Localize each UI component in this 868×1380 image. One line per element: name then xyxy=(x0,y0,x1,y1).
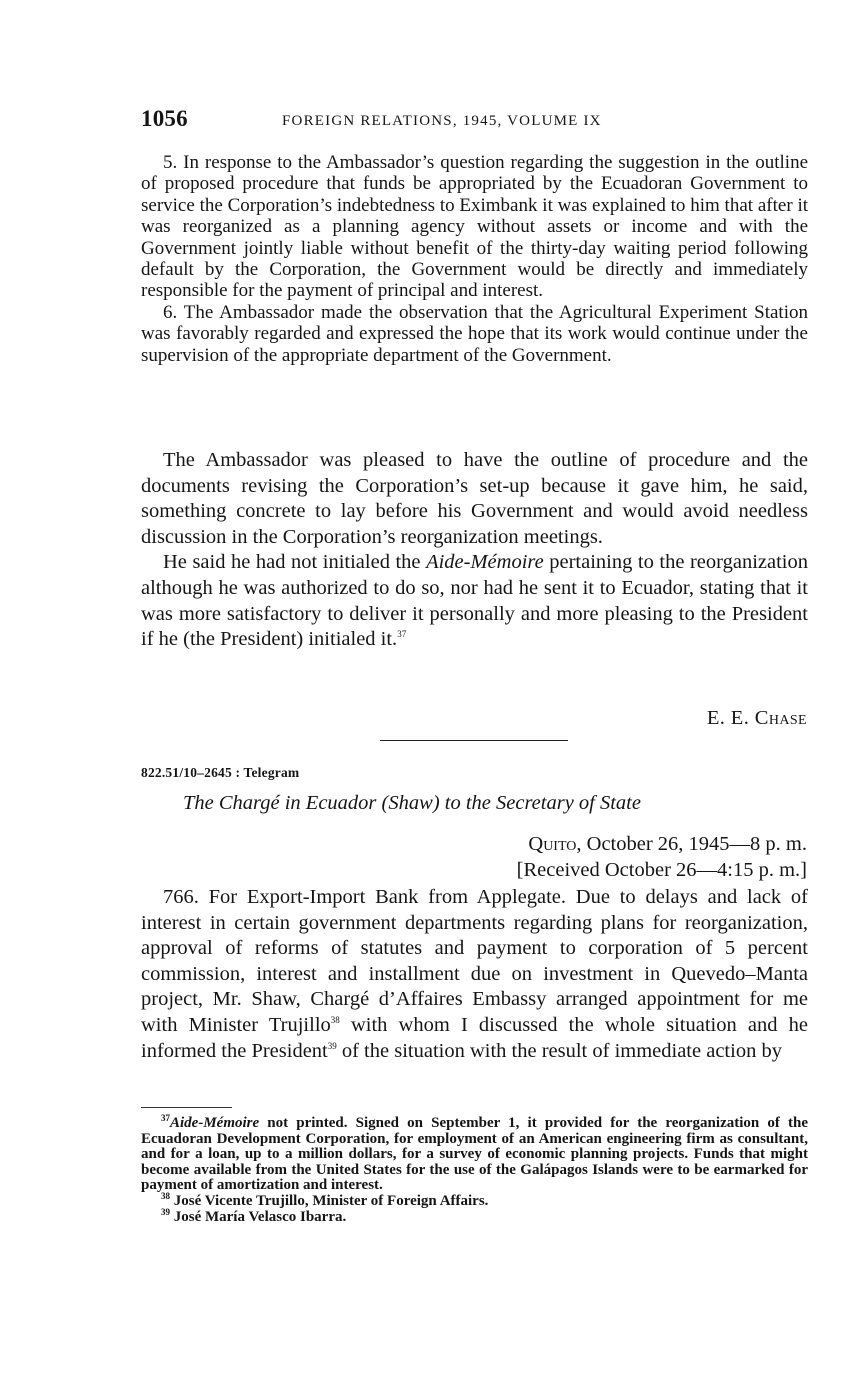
footnote-38-text: José Vicente Trujillo, Minister of Foreign Affairs. xyxy=(170,1192,489,1209)
footnote-marker-37: 37 xyxy=(161,1113,170,1123)
section-separator xyxy=(380,740,568,741)
telegram-paragraph xyxy=(141,885,808,1064)
file-number-label: 822.51/10–2645 : Telegram xyxy=(141,765,300,780)
footnote-ref-38[interactable]: 38 xyxy=(330,1015,340,1026)
dateline-date: , October 26, 1945—8 p. m. xyxy=(576,833,807,855)
footnote-marker-38: 38 xyxy=(161,1190,170,1201)
telegram-dateline xyxy=(440,832,807,883)
received-line: [Received October 26—4:15 p. m.] xyxy=(516,858,807,881)
footnote-38 xyxy=(141,1190,808,1210)
footnote-39 xyxy=(141,1206,808,1226)
initialed-paragraph-text: He said he had not initialed the xyxy=(163,551,427,574)
footnote-37-title: Aide-Mémoire xyxy=(170,1115,260,1131)
telegram-body xyxy=(141,885,808,1064)
telegram-heading xyxy=(183,792,763,815)
footnotes xyxy=(141,1113,808,1225)
telegram-sender-name: Shaw xyxy=(388,792,433,814)
initialed-paragraph xyxy=(141,550,808,652)
telegram-text-3: of the situation with the result of immediate action by xyxy=(336,1039,782,1062)
paragraph-6: 6. The Ambassador made the observation that the Agricultural Experiment Station was favorably regarded and expressed the hope that its work would continue under the supervision of the appropriate department of the Government. xyxy=(141,301,808,366)
sent-line xyxy=(440,832,807,858)
telegram-text-2: with whom I discussed the whole situation and he informed the President xyxy=(141,1013,808,1062)
signature: E. E. Chase xyxy=(706,707,807,729)
footnote-39-text: José María Velasco Ibarra. xyxy=(170,1208,347,1225)
page-header xyxy=(141,106,741,138)
footnote-ref-37[interactable]: 37 xyxy=(397,629,407,640)
footnote-divider xyxy=(141,1107,232,1108)
initialed-paragraph-text-end: pertaining to the reorganization although he was authorized to do so, nor had he sent it to Ecuador, stating that it was more satisfactory to deliver it personally and more pleasing to the President if he (the President) initialed it. xyxy=(141,551,808,651)
running-title: FOREIGN RELATIONS, 1945, VOLUME IX xyxy=(282,113,602,129)
footnote-marker-39: 39 xyxy=(161,1206,170,1217)
numbered-paragraphs xyxy=(141,152,808,366)
footnote-ref-39[interactable]: 39 xyxy=(327,1040,337,1051)
summary-section xyxy=(141,448,808,653)
footnote-37-text: not printed. Signed on September 1, it provided for the reorganization of the Ecuadoran Development Corporation, for employment of an American engineering firm as consultant, and for a loan, up to a million dollars, for a survey of economic planning projects. Funds that might become available from the United States for the use of the Galápagos Islands were to be earmarked for payment of amortization and interest. xyxy=(141,1115,808,1194)
page-number: 1056 xyxy=(141,106,188,131)
telegram-text-1: 766. For Export-Import Bank from Applegate. Due to delays and lack of interest in certain government departments regarding plans for reorganization, approval of reforms of statutes and payment to corporation of 5 percent commission, interest and installment due on investment in Quevedo–Manta project, Mr. Shaw, Chargé d’Affaires Embassy arranged appointment for me with Minister Trujillo xyxy=(141,886,808,1036)
aide-memoire-title: Aide-Mémoire xyxy=(426,551,544,574)
telegram-heading-end: ) to the Secretary of State xyxy=(432,792,641,814)
telegram-heading-start: The Chargé in Ecuador ( xyxy=(183,792,389,814)
dateline-city: Quito xyxy=(528,833,577,855)
footnote-37 xyxy=(141,1113,808,1194)
ambassador-paragraph: The Ambassador was pleased to have the outline of procedure and the documents revising the Corporation’s set-up because it gave him, he said, something concrete to lay before his Government and would avoid needless discussion in the Corporation’s reorganization meetings. xyxy=(141,449,808,548)
paragraph-5: 5. In response to the Ambassador’s question regarding the suggestion in the outline of proposed procedure that funds be appropriated by the Ecuadoran Government to service the Corporation’s indebtedness to Eximbank it was explained to him that after it was reorganized as a planning agency without assets or income and with the Government jointly liable without benefit of the thirty-day waiting period following default by the Corporation, the Government would be directly and immediately responsible for the payment of principal and interest. xyxy=(141,152,808,302)
